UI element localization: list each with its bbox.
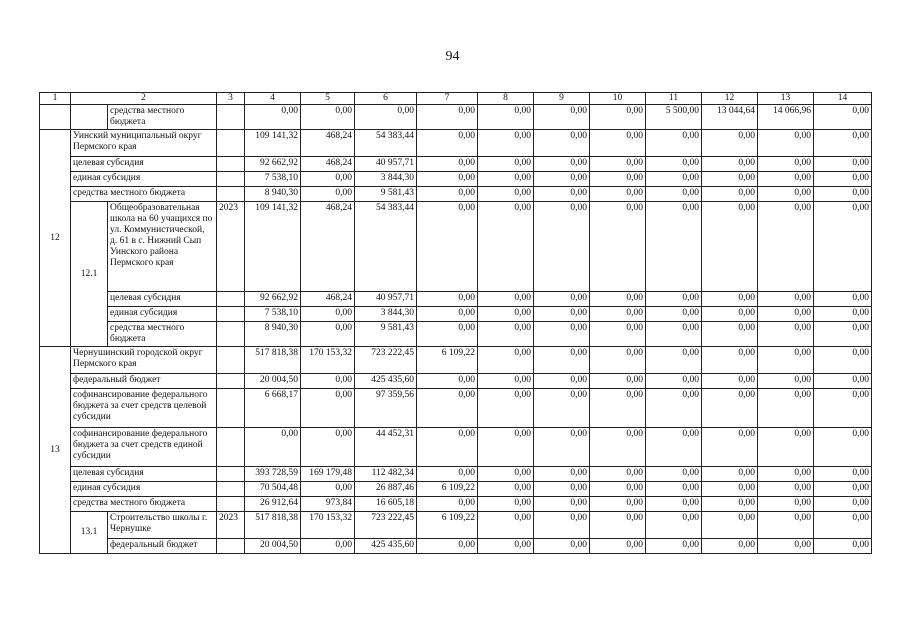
value-cell: 8 940,30: [245, 322, 301, 347]
year-cell: [217, 374, 245, 389]
header-cell: 1: [40, 93, 71, 105]
value-cell: 0,00: [301, 307, 355, 322]
value-cell: 0,00: [478, 482, 534, 497]
value-cell: 0,00: [534, 322, 590, 347]
value-cell: 0,00: [702, 497, 758, 512]
header-cell: 14: [814, 93, 872, 105]
value-cell: 0,00: [814, 428, 872, 467]
table-row: [40, 374, 872, 389]
value-cell: 0,00: [417, 467, 478, 482]
value-cell: 0,00: [478, 428, 534, 467]
year-cell: [217, 482, 245, 497]
value-cell: 92 662,92: [245, 157, 301, 172]
value-cell: 0,00: [478, 130, 534, 157]
value-cell: 0,00: [702, 157, 758, 172]
value-cell: 0,00: [814, 202, 872, 292]
value-cell: 0,00: [534, 172, 590, 187]
value-cell: 16 605,18: [355, 497, 417, 512]
row-name: Уинский муниципальный округ Пермского края: [71, 130, 217, 157]
value-cell: 0,00: [417, 172, 478, 187]
header-row: [40, 93, 872, 105]
table-row: [40, 202, 872, 292]
table-row: [40, 292, 872, 307]
value-cell: 0,00: [702, 187, 758, 202]
year-cell: [217, 322, 245, 347]
table-row: [40, 322, 872, 347]
value-cell: 0,00: [417, 187, 478, 202]
value-cell: 0,00: [758, 428, 814, 467]
row-number-12: 12: [40, 130, 71, 347]
value-cell: 0,00: [758, 512, 814, 539]
value-cell: 0,00: [301, 105, 355, 130]
value-cell: 97 359,56: [355, 389, 417, 428]
value-cell: 0,00: [478, 292, 534, 307]
value-cell: 0,00: [646, 374, 702, 389]
value-cell: 0,00: [534, 482, 590, 497]
value-cell: 0,00: [301, 187, 355, 202]
value-cell: 0,00: [590, 105, 646, 130]
row-name: федеральный бюджет: [71, 374, 217, 389]
row-name: федеральный бюджет: [108, 539, 217, 554]
value-cell: 0,00: [534, 497, 590, 512]
value-cell: 0,00: [355, 105, 417, 130]
table-row: [40, 539, 872, 554]
row-name: средства местного бюджета: [71, 497, 217, 512]
table-row: [40, 389, 872, 428]
value-cell: 0,00: [814, 347, 872, 374]
value-cell: 0,00: [301, 172, 355, 187]
header-cell: 10: [590, 93, 646, 105]
table-row: [40, 172, 872, 187]
header-cell: 5: [301, 93, 355, 105]
value-cell: 0,00: [646, 322, 702, 347]
year-cell: [217, 187, 245, 202]
value-cell: 0,00: [590, 347, 646, 374]
value-cell: 0,00: [590, 512, 646, 539]
value-cell: 0,00: [646, 512, 702, 539]
value-cell: 723 222,45: [355, 512, 417, 539]
value-cell: 0,00: [590, 307, 646, 322]
value-cell: 0,00: [478, 105, 534, 130]
value-cell: 0,00: [814, 512, 872, 539]
value-cell: 0,00: [646, 428, 702, 467]
value-cell: 5 500,00: [646, 105, 702, 130]
table-row: [40, 512, 872, 539]
budget-table: [39, 92, 872, 554]
value-cell: 0,00: [646, 539, 702, 554]
row-name: целевая субсидия: [108, 292, 217, 307]
value-cell: 0,00: [534, 374, 590, 389]
year-cell: [217, 497, 245, 512]
value-cell: 0,00: [702, 467, 758, 482]
value-cell: 517 818,38: [245, 512, 301, 539]
value-cell: 0,00: [534, 187, 590, 202]
row-name: софинансирование федерального бюджета за счет средств целевой субсидии: [71, 389, 217, 428]
year-cell: [217, 130, 245, 157]
row-name: целевая субсидия: [71, 157, 217, 172]
row-name: средства местного бюджета: [108, 322, 217, 347]
value-cell: 0,00: [301, 374, 355, 389]
value-cell: 0,00: [478, 512, 534, 539]
value-cell: 0,00: [758, 467, 814, 482]
row-name: единая субсидия: [71, 172, 217, 187]
value-cell: 0,00: [814, 307, 872, 322]
value-cell: 0,00: [702, 307, 758, 322]
value-cell: 0,00: [417, 130, 478, 157]
value-cell: 0,00: [478, 307, 534, 322]
value-cell: 0,00: [478, 347, 534, 374]
value-cell: 0,00: [417, 292, 478, 307]
value-cell: 92 662,92: [245, 292, 301, 307]
row-name: единая субсидия: [71, 482, 217, 497]
header-cell: 2: [71, 93, 217, 105]
value-cell: 425 435,60: [355, 374, 417, 389]
value-cell: 0,00: [590, 187, 646, 202]
value-cell: 109 141,32: [245, 130, 301, 157]
value-cell: 20 004,50: [245, 374, 301, 389]
value-cell: 0,00: [478, 539, 534, 554]
value-cell: 112 482,34: [355, 467, 417, 482]
value-cell: 0,00: [758, 307, 814, 322]
value-cell: 0,00: [417, 157, 478, 172]
value-cell: 0,00: [702, 482, 758, 497]
value-cell: 0,00: [478, 497, 534, 512]
table-row: [40, 428, 872, 467]
subnumber-12-1: 12.1: [71, 202, 108, 347]
value-cell: 0,00: [590, 497, 646, 512]
value-cell: 0,00: [702, 374, 758, 389]
value-cell: 468,24: [301, 130, 355, 157]
value-cell: 170 153,32: [301, 512, 355, 539]
value-cell: 0,00: [646, 172, 702, 187]
value-cell: 0,00: [417, 389, 478, 428]
subnumber-cell: [71, 105, 108, 130]
value-cell: 44 452,31: [355, 428, 417, 467]
value-cell: 0,00: [646, 130, 702, 157]
row-name: Общеобразовательная школа на 60 учащихся по ул. Коммунистической, д. 61 в с. Нижний Сып Уинского района Пермского края: [108, 202, 217, 292]
value-cell: 0,00: [814, 157, 872, 172]
table-row: [40, 187, 872, 202]
table-row: [40, 347, 872, 374]
value-cell: 0,00: [702, 292, 758, 307]
value-cell: 0,00: [702, 539, 758, 554]
header-cell: 8: [478, 93, 534, 105]
value-cell: 0,00: [245, 428, 301, 467]
value-cell: 0,00: [758, 389, 814, 428]
table-row: [40, 497, 872, 512]
value-cell: 0,00: [814, 187, 872, 202]
value-cell: 8 940,30: [245, 187, 301, 202]
value-cell: 0,00: [534, 428, 590, 467]
header-cell: 11: [646, 93, 702, 105]
value-cell: 0,00: [590, 172, 646, 187]
value-cell: 7 538,10: [245, 172, 301, 187]
value-cell: 0,00: [646, 467, 702, 482]
value-cell: 468,24: [301, 292, 355, 307]
value-cell: 0,00: [590, 467, 646, 482]
value-cell: 0,00: [301, 428, 355, 467]
value-cell: 0,00: [590, 374, 646, 389]
header-cell: 13: [758, 93, 814, 105]
value-cell: 169 179,48: [301, 467, 355, 482]
value-cell: 0,00: [702, 389, 758, 428]
value-cell: 0,00: [534, 539, 590, 554]
row-name: Строительство школы г. Чернушке: [108, 512, 217, 539]
value-cell: 0,00: [702, 172, 758, 187]
header-cell: 12: [702, 93, 758, 105]
value-cell: 0,00: [758, 172, 814, 187]
value-cell: 0,00: [814, 105, 872, 130]
year-cell: [217, 172, 245, 187]
value-cell: 0,00: [646, 187, 702, 202]
year-cell: [217, 389, 245, 428]
value-cell: 0,00: [301, 539, 355, 554]
value-cell: 0,00: [814, 497, 872, 512]
value-cell: 0,00: [814, 374, 872, 389]
row-name: средства местного бюджета: [71, 187, 217, 202]
year-cell: [217, 105, 245, 130]
row-name: софинансирование федерального бюджета за счет средств единой субсидии: [71, 428, 217, 467]
value-cell: 0,00: [590, 202, 646, 292]
value-cell: 468,24: [301, 157, 355, 172]
value-cell: 0,00: [814, 172, 872, 187]
year-cell: [217, 467, 245, 482]
value-cell: 0,00: [478, 172, 534, 187]
value-cell: 0,00: [814, 482, 872, 497]
value-cell: 7 538,10: [245, 307, 301, 322]
value-cell: 0,00: [758, 539, 814, 554]
value-cell: 0,00: [478, 157, 534, 172]
year-cell: [217, 347, 245, 374]
value-cell: 0,00: [758, 322, 814, 347]
value-cell: 54 383,44: [355, 130, 417, 157]
header-cell: 9: [534, 93, 590, 105]
value-cell: 0,00: [478, 389, 534, 428]
value-cell: 0,00: [590, 130, 646, 157]
value-cell: 0,00: [758, 374, 814, 389]
value-cell: 0,00: [758, 202, 814, 292]
value-cell: 0,00: [534, 467, 590, 482]
value-cell: 0,00: [417, 539, 478, 554]
value-cell: 109 141,32: [245, 202, 301, 292]
year-cell: [217, 539, 245, 554]
value-cell: 0,00: [814, 322, 872, 347]
year-cell: [217, 307, 245, 322]
value-cell: 0,00: [534, 202, 590, 292]
value-cell: 40 957,71: [355, 157, 417, 172]
value-cell: 9 581,43: [355, 322, 417, 347]
value-cell: 393 728,59: [245, 467, 301, 482]
value-cell: 0,00: [534, 105, 590, 130]
value-cell: 0,00: [646, 389, 702, 428]
value-cell: 0,00: [478, 374, 534, 389]
table-row: [40, 482, 872, 497]
value-cell: 0,00: [646, 347, 702, 374]
value-cell: 0,00: [646, 202, 702, 292]
value-cell: 0,00: [590, 292, 646, 307]
value-cell: 0,00: [534, 307, 590, 322]
value-cell: 0,00: [814, 130, 872, 157]
header-cell: 4: [245, 93, 301, 105]
value-cell: 0,00: [417, 428, 478, 467]
year-cell: [217, 157, 245, 172]
value-cell: 0,00: [702, 130, 758, 157]
table-row: [40, 105, 872, 130]
value-cell: 0,00: [758, 187, 814, 202]
value-cell: 0,00: [534, 292, 590, 307]
year-cell: [217, 428, 245, 467]
value-cell: 6 109,22: [417, 482, 478, 497]
value-cell: 3 844,30: [355, 172, 417, 187]
value-cell: 0,00: [646, 482, 702, 497]
value-cell: 0,00: [646, 307, 702, 322]
value-cell: 3 844,30: [355, 307, 417, 322]
value-cell: 973,84: [301, 497, 355, 512]
value-cell: 0,00: [590, 428, 646, 467]
value-cell: 468,24: [301, 202, 355, 292]
subnumber-13-1: 13.1: [71, 512, 108, 554]
value-cell: 0,00: [758, 292, 814, 307]
value-cell: 0,00: [590, 322, 646, 347]
table-row: [40, 130, 872, 157]
value-cell: 0,00: [301, 389, 355, 428]
value-cell: 0,00: [417, 322, 478, 347]
row-name: средства местного бюджета: [108, 105, 217, 130]
value-cell: 6 668,17: [245, 389, 301, 428]
row-number-13: 13: [40, 347, 71, 554]
value-cell: 0,00: [758, 347, 814, 374]
value-cell: 0,00: [702, 512, 758, 539]
value-cell: 0,00: [758, 482, 814, 497]
value-cell: 13 044,64: [702, 105, 758, 130]
value-cell: 0,00: [417, 202, 478, 292]
value-cell: 0,00: [702, 428, 758, 467]
value-cell: 723 222,45: [355, 347, 417, 374]
value-cell: 0,00: [758, 497, 814, 512]
header-cell: 7: [417, 93, 478, 105]
value-cell: 0,00: [417, 307, 478, 322]
row-number-cell: [40, 105, 71, 130]
value-cell: 170 153,32: [301, 347, 355, 374]
value-cell: 0,00: [814, 539, 872, 554]
value-cell: 70 504,48: [245, 482, 301, 497]
value-cell: 0,00: [814, 292, 872, 307]
row-name: единая субсидия: [108, 307, 217, 322]
value-cell: 40 957,71: [355, 292, 417, 307]
value-cell: 0,00: [534, 512, 590, 539]
value-cell: 0,00: [590, 389, 646, 428]
value-cell: 0,00: [590, 482, 646, 497]
value-cell: 0,00: [245, 105, 301, 130]
value-cell: 0,00: [646, 157, 702, 172]
value-cell: 0,00: [478, 467, 534, 482]
value-cell: 0,00: [478, 202, 534, 292]
value-cell: 6 109,22: [417, 512, 478, 539]
value-cell: 9 581,43: [355, 187, 417, 202]
value-cell: 0,00: [417, 105, 478, 130]
header-cell: 3: [217, 93, 245, 105]
table-row: [40, 307, 872, 322]
value-cell: 0,00: [534, 347, 590, 374]
value-cell: 0,00: [478, 187, 534, 202]
value-cell: 0,00: [534, 157, 590, 172]
value-cell: 0,00: [590, 539, 646, 554]
value-cell: 0,00: [702, 347, 758, 374]
year-cell: [217, 292, 245, 307]
value-cell: 0,00: [814, 467, 872, 482]
value-cell: 0,00: [646, 292, 702, 307]
value-cell: 0,00: [590, 157, 646, 172]
value-cell: 0,00: [301, 482, 355, 497]
table-row: [40, 467, 872, 482]
value-cell: 0,00: [417, 497, 478, 512]
year-cell: 2023: [217, 202, 245, 292]
value-cell: 425 435,60: [355, 539, 417, 554]
page-number: 94: [445, 49, 460, 64]
value-cell: 0,00: [534, 389, 590, 428]
year-cell: 2023: [217, 512, 245, 539]
value-cell: 0,00: [646, 497, 702, 512]
value-cell: 26 912,64: [245, 497, 301, 512]
header-cell: 6: [355, 93, 417, 105]
value-cell: 0,00: [534, 130, 590, 157]
value-cell: 6 109,22: [417, 347, 478, 374]
value-cell: 0,00: [814, 389, 872, 428]
value-cell: 517 818,38: [245, 347, 301, 374]
row-name: целевая субсидия: [71, 467, 217, 482]
row-name: Чернушинский городской округ Пермского края: [71, 347, 217, 374]
table-row: [40, 157, 872, 172]
value-cell: 0,00: [417, 374, 478, 389]
value-cell: 0,00: [702, 322, 758, 347]
value-cell: 0,00: [301, 322, 355, 347]
value-cell: 0,00: [702, 202, 758, 292]
value-cell: 26 887,46: [355, 482, 417, 497]
value-cell: 0,00: [758, 157, 814, 172]
value-cell: 0,00: [478, 322, 534, 347]
value-cell: 14 066,96: [758, 105, 814, 130]
value-cell: 0,00: [758, 130, 814, 157]
value-cell: 54 383,44: [355, 202, 417, 292]
value-cell: 20 004,50: [245, 539, 301, 554]
